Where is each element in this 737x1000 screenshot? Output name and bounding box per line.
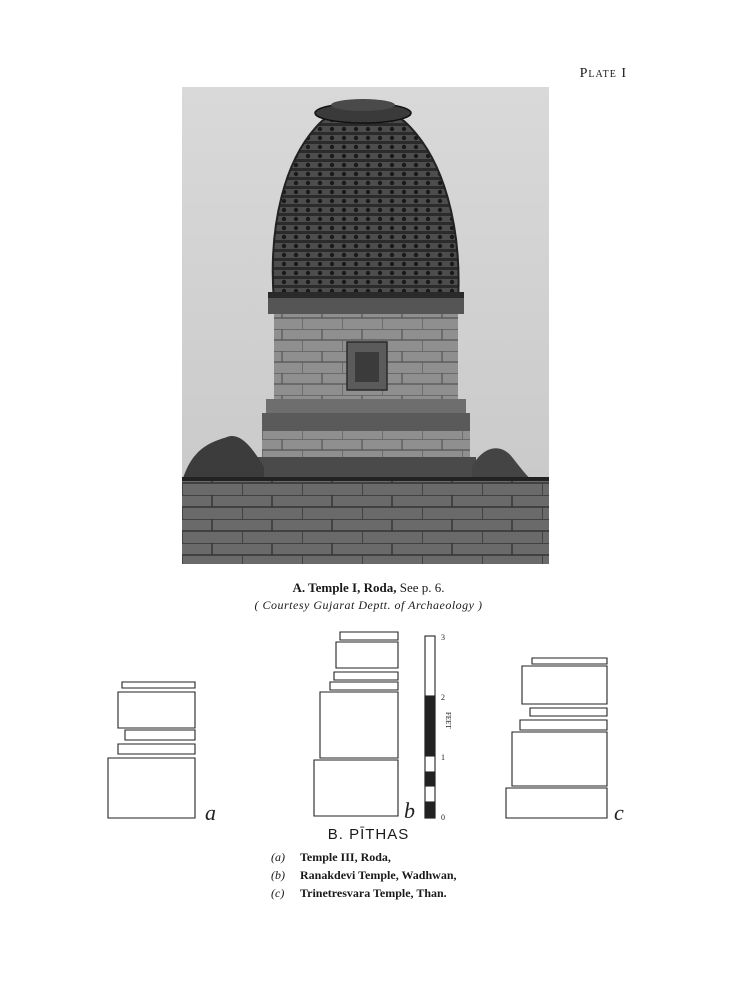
figure-a-caption [0,580,737,596]
legend-item [271,866,457,884]
legend-item [271,848,457,866]
plate-label: Plate I [579,66,627,81]
figure-a-credit: ( Courtesy Gujarat Deptt. of Archaeology ) [254,598,483,612]
pitha-drawing-b [314,632,398,816]
scale-tick-2: 2 [441,693,445,702]
drawing-letter-a: a [205,800,216,825]
figure-b-legend [271,848,457,902]
legend-key: (c) [271,886,285,900]
legend-text: Ranakdevi Temple, Wadhwan, [300,868,457,882]
scale-tick-1: 1 [441,753,445,762]
temple-photograph [182,87,549,564]
scale-tick-0: 0 [441,813,445,822]
legend-key: (b) [271,868,285,882]
scale-bar [425,636,435,818]
drawing-letter-c: c [614,800,624,825]
legend-text: Trinetresvara Temple, Than. [300,886,447,900]
figure-a-see-reference: See p. 6. [399,580,445,595]
legend-key: (a) [271,850,285,864]
figure-b-title: B. PĪTHAS [327,826,410,843]
legend-item [271,884,457,902]
figure-a-title: A. Temple I, Roda, [292,580,397,595]
scale-unit-label: FEET [444,712,452,729]
pitha-drawings [0,620,737,830]
legend-text: Temple III, Roda, [300,850,391,864]
pitha-drawing-c [506,658,607,818]
scale-tick-3: 3 [441,633,445,642]
pitha-drawing-a [108,682,195,818]
drawing-letter-b: b [404,798,415,823]
